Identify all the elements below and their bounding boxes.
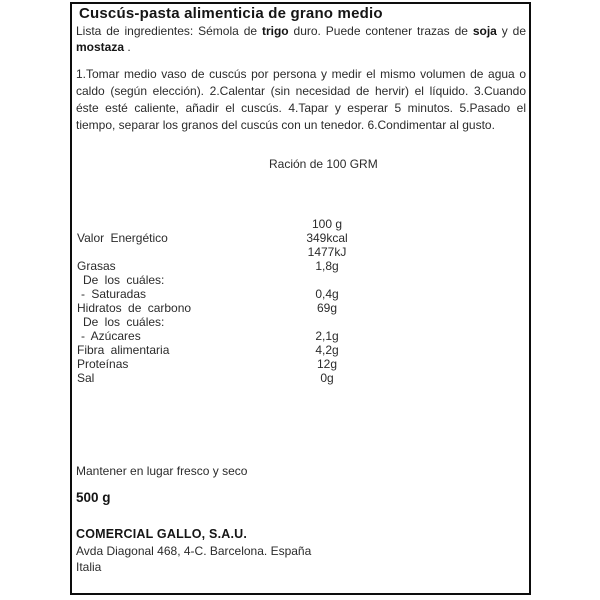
nutrient-value: 349kcal xyxy=(306,231,348,245)
allergen-mostaza: mostaza xyxy=(76,40,125,54)
preparation-instructions: 1.Tomar medio vaso de cuscús por persona y medir el mismo volumen de agua o caldo (según elección). 2.Calentar (sin necesidad de hervir) el líquido. 3.Cuando éste esté caliente, añadir el cuscús. 4.Tapar y esperar 5 minutos. 5.Pasado el tiempo, separar los granos del cuscús con un tenedor. 6.Condimentar al gusto. xyxy=(76,67,526,132)
allergen-trigo: trigo xyxy=(261,24,289,38)
nutrient-value: 0g xyxy=(320,371,334,385)
nutrient-label: Valor Energético xyxy=(77,231,168,245)
nutrient-value: 4,2g xyxy=(315,343,339,357)
nutrition-table xyxy=(72,217,529,385)
ingredients-segment: y de xyxy=(496,24,527,38)
nutrition-row-of-which-fat xyxy=(72,273,529,287)
ingredients-text xyxy=(76,23,526,55)
nutrient-label: De los cuáles: xyxy=(83,315,165,329)
allergen-soja: soja xyxy=(472,24,497,38)
ingredients-segment: duro. Puede contener trazas de xyxy=(288,24,473,38)
nutrient-value: 12g xyxy=(316,357,338,371)
manufacturer-address: Avda Diagonal 468, 4-C. Barcelona. España xyxy=(76,544,312,558)
net-weight: 500 g xyxy=(76,490,111,505)
nutrient-label: De los cuáles: xyxy=(83,273,165,287)
nutrient-value: 2,1g xyxy=(315,329,339,343)
nutrition-row-carbohydrate xyxy=(72,301,529,315)
nutrient-value: 69g xyxy=(316,301,338,315)
nutrient-label: Grasas xyxy=(77,259,116,273)
nutrient-value: 1477kJ xyxy=(307,245,347,259)
nutrient-value: 1,8g xyxy=(315,259,339,273)
storage-instructions: Mantener en lugar fresco y seco xyxy=(76,464,248,478)
nutrition-column-header: 100 g xyxy=(311,217,343,231)
manufacturer-name: COMERCIAL GALLO, S.A.U. xyxy=(76,527,248,541)
nutrient-label: Sal xyxy=(77,371,95,385)
nutrient-label: - Azúcares xyxy=(81,329,141,343)
nutrition-row-saturates xyxy=(72,287,529,301)
country-of-origin: Italia xyxy=(76,560,102,574)
ingredients-segment: Lista de ingredientes: Sémola de xyxy=(76,24,262,38)
ingredients-segment: . xyxy=(124,40,131,54)
nutrient-label: Proteínas xyxy=(77,357,129,371)
nutrient-label: Hidratos de carbono xyxy=(77,301,192,315)
nutrition-row-protein xyxy=(72,357,529,371)
nutrition-row-fibre xyxy=(72,343,529,357)
nutrition-header-row xyxy=(72,217,529,231)
serving-size: Ración de 100 GRM xyxy=(269,157,378,171)
nutrient-value: 0,4g xyxy=(315,287,339,301)
nutrient-label: - Saturadas xyxy=(81,287,147,301)
product-label xyxy=(70,2,531,595)
nutrition-row-fat xyxy=(72,259,529,273)
nutrition-row-energy xyxy=(72,231,529,245)
nutrition-row-of-which-carb xyxy=(72,315,529,329)
nutrient-label: Fibra alimentaria xyxy=(77,343,170,357)
nutrition-row-sugars xyxy=(72,329,529,343)
nutrition-row-salt xyxy=(72,371,529,385)
nutrition-row-energy-kj xyxy=(72,245,529,259)
product-title: Cuscús-pasta alimenticia de grano medio xyxy=(79,5,383,22)
